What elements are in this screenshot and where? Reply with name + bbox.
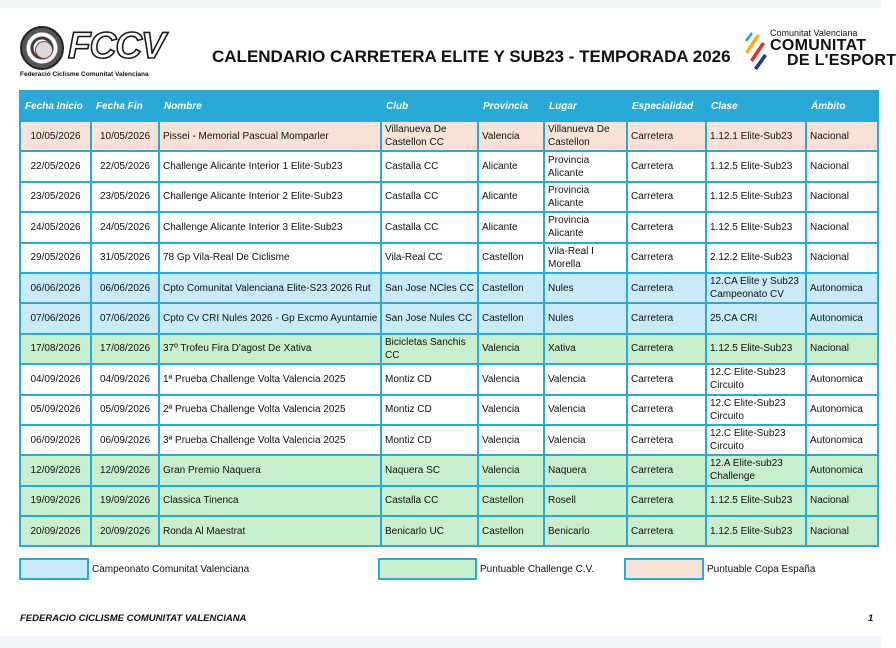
table-cell: Challenge Alicante Interior 1 Elite-Sub23 xyxy=(159,151,381,181)
table-row xyxy=(20,121,878,151)
table-cell: 05/09/2026 xyxy=(20,395,91,425)
table-row xyxy=(20,425,878,455)
table-cell: Castellon xyxy=(478,516,544,546)
table-cell: Carretera xyxy=(627,516,706,546)
table-cell: 31/05/2026 xyxy=(91,243,159,273)
table-cell: Castellon xyxy=(478,273,544,303)
top-band xyxy=(0,0,881,8)
table-cell: 22/05/2026 xyxy=(91,151,159,181)
table-cell: Cpto Cv CRI Nules 2026 - Gp Excmo Ayuntamie xyxy=(159,303,381,333)
table-body xyxy=(20,121,878,546)
legend-swatch xyxy=(624,558,704,580)
table-cell: Valencia xyxy=(478,425,544,455)
table-cell: Carretera xyxy=(627,121,706,151)
footer-federation: FEDERACIO CICLISME COMUNITAT VALENCIANA xyxy=(20,613,247,624)
fccv-badge-icon xyxy=(20,26,64,70)
table-cell: Valencia xyxy=(478,395,544,425)
legend-challenge xyxy=(378,558,628,580)
table-cell: 12.CA Elite y Sub23 Campeonato CV xyxy=(706,273,806,303)
table-cell: 12/09/2026 xyxy=(91,455,159,485)
logo-line1: COMUNITAT xyxy=(770,37,867,54)
table-row xyxy=(20,273,878,303)
legend-copa xyxy=(624,558,874,580)
table-row xyxy=(20,243,878,273)
table-cell: Autonomica xyxy=(806,395,878,425)
table-cell: 20/09/2026 xyxy=(91,516,159,546)
table-cell: 10/05/2026 xyxy=(20,121,91,151)
table-cell: Autonomica xyxy=(806,425,878,455)
table-cell: Montiz CD xyxy=(381,364,478,394)
table-row xyxy=(20,486,878,516)
table-cell: Castalla CC xyxy=(381,212,478,242)
table-row xyxy=(20,516,878,546)
table-cell: Valencia xyxy=(478,364,544,394)
table-cell: Cpto Comunitat Valenciana Elite-S23 2026 Rut xyxy=(159,273,381,303)
table-cell: Villanueva De Castellon xyxy=(544,121,627,151)
table-cell: 04/09/2026 xyxy=(20,364,91,394)
table-cell: 1.12.5 Elite-Sub23 xyxy=(706,151,806,181)
table-cell: Valencia xyxy=(478,334,544,364)
table-cell: Villanueva De Castellon CC xyxy=(381,121,478,151)
table-cell: 06/06/2026 xyxy=(91,273,159,303)
table-row xyxy=(20,212,878,242)
table-cell: Carretera xyxy=(627,334,706,364)
table-cell: Provincia Alicante xyxy=(544,182,627,212)
table-cell: 20/09/2026 xyxy=(20,516,91,546)
table-cell: Valencia xyxy=(478,455,544,485)
table-cell: 07/06/2026 xyxy=(20,303,91,333)
table-cell: Castellon xyxy=(478,303,544,333)
table-cell: 12.A Elite-sub23 Challenge xyxy=(706,455,806,485)
table-cell: Challenge Alicante Interior 3 Elite-Sub23 xyxy=(159,212,381,242)
table-cell: 07/06/2026 xyxy=(91,303,159,333)
table-cell: 06/09/2026 xyxy=(91,425,159,455)
table-cell: 29/05/2026 xyxy=(20,243,91,273)
table-cell: Nacional xyxy=(806,212,878,242)
table-cell: Bicicletas Sanchis CC xyxy=(381,334,478,364)
table-cell: Carretera xyxy=(627,273,706,303)
table-cell: 1.12.5 Elite-Sub23 xyxy=(706,516,806,546)
table-cell: Carretera xyxy=(627,243,706,273)
table-cell: Nacional xyxy=(806,182,878,212)
legend-swatch xyxy=(19,558,89,580)
table-cell: Nules xyxy=(544,273,627,303)
table-cell: 05/09/2026 xyxy=(91,395,159,425)
table-cell: 23/05/2026 xyxy=(20,182,91,212)
legend-label: Puntuable Copa España xyxy=(707,564,816,575)
table-cell: Provincia Alicante xyxy=(544,151,627,181)
table-cell: 37º Trofeu Fira D'agost De Xativa xyxy=(159,334,381,364)
table-cell: Naquera SC xyxy=(381,455,478,485)
table-cell: 19/09/2026 xyxy=(91,486,159,516)
table-cell: Nacional xyxy=(806,486,878,516)
table-cell: 04/09/2026 xyxy=(91,364,159,394)
table-row xyxy=(20,151,878,181)
table-cell: Carretera xyxy=(627,182,706,212)
table-cell: Ronda Al Maestrat xyxy=(159,516,381,546)
legend-campeonato xyxy=(19,558,319,580)
table-row xyxy=(20,395,878,425)
table-cell: Castalla CC xyxy=(381,486,478,516)
table-cell: Autonomica xyxy=(806,364,878,394)
table-cell: Carretera xyxy=(627,486,706,516)
table-cell: Naquera xyxy=(544,455,627,485)
table-cell: Valencia xyxy=(544,425,627,455)
table-cell: Alicante xyxy=(478,212,544,242)
table-cell: Carretera xyxy=(627,364,706,394)
fccv-logo xyxy=(20,26,170,78)
table-cell: Carretera xyxy=(627,303,706,333)
table-cell: 22/05/2026 xyxy=(20,151,91,181)
table-cell: Carretera xyxy=(627,212,706,242)
page-number: 1 xyxy=(868,613,874,624)
table-cell: Valencia xyxy=(544,395,627,425)
comunitat-esport-logo xyxy=(742,28,896,72)
table-cell: Castellon xyxy=(478,486,544,516)
table-cell: Autonomica xyxy=(806,273,878,303)
bottom-band xyxy=(0,636,881,648)
table-cell: 25.CA CRI xyxy=(706,303,806,333)
fccv-brand: FCCV xyxy=(68,25,165,66)
table-cell: 1.12.5 Elite-Sub23 xyxy=(706,334,806,364)
table-cell: Provincia Alicante xyxy=(544,212,627,242)
table-cell: Nacional xyxy=(806,151,878,181)
table-cell: Alicante xyxy=(478,151,544,181)
table-cell: Castellon xyxy=(478,243,544,273)
table-cell: Xativa xyxy=(544,334,627,364)
table-row xyxy=(20,364,878,394)
legend-label: Campeonato Comunitat Valenciana xyxy=(92,564,250,575)
column-header: Club xyxy=(381,91,478,121)
table-cell: Rosell xyxy=(544,486,627,516)
table-cell: 06/06/2026 xyxy=(20,273,91,303)
table-cell: 1.12.1 Elite-Sub23 xyxy=(706,121,806,151)
table-cell: Carretera xyxy=(627,395,706,425)
table-cell: 12.C Elite-Sub23 Circuito xyxy=(706,395,806,425)
table-cell: Challenge Alicante Interior 2 Elite-Sub23 xyxy=(159,182,381,212)
table-cell: Benicarlo UC xyxy=(381,516,478,546)
table-cell: Carretera xyxy=(627,455,706,485)
table-cell: Vila-Real CC xyxy=(381,243,478,273)
column-header: Provincia xyxy=(478,91,544,121)
table-cell: Montiz CD xyxy=(381,395,478,425)
table-cell: 06/09/2026 xyxy=(20,425,91,455)
table-cell: 19/09/2026 xyxy=(20,486,91,516)
table-cell: Nacional xyxy=(806,516,878,546)
table-cell: 1.12.5 Elite-Sub23 xyxy=(706,486,806,516)
table-cell: Classica Tinenca xyxy=(159,486,381,516)
table-header-row xyxy=(20,91,878,121)
table-cell: San Jose Nules CC xyxy=(381,303,478,333)
table-cell: Pissei - Memorial Pascual Momparler xyxy=(159,121,381,151)
table-cell: San Jose NCles CC xyxy=(381,273,478,303)
table-cell: 12.C Elite-Sub23 Circuito xyxy=(706,425,806,455)
table-cell: 1ª Prueba Challenge Volta Valencia 2025 xyxy=(159,364,381,394)
column-header: Ámbito xyxy=(806,91,878,121)
table-cell: 1.12.5 Elite-Sub23 xyxy=(706,212,806,242)
table-cell: 24/05/2026 xyxy=(20,212,91,242)
table-row xyxy=(20,182,878,212)
column-header: Fecha Fin xyxy=(91,91,159,121)
table-cell: 78 Gp Vila-Real De Ciclisme xyxy=(159,243,381,273)
column-header: Nombre xyxy=(159,91,381,121)
column-header: Fecha Inicio xyxy=(20,91,91,121)
column-header: Lugar xyxy=(544,91,627,121)
table-row xyxy=(20,334,878,364)
table-cell: Castalla CC xyxy=(381,151,478,181)
page-title: CALENDARIO CARRETERA ELITE Y SUB23 - TEMPORADA 2026 xyxy=(212,47,731,66)
legend-label: Puntuable Challenge C.V. xyxy=(480,564,595,575)
table-cell: Vila-Real I Morella xyxy=(544,243,627,273)
table-cell: Nules xyxy=(544,303,627,333)
table-cell: Benicarlo xyxy=(544,516,627,546)
table-cell: Gran Premio Naquera xyxy=(159,455,381,485)
table-cell: Autonomica xyxy=(806,303,878,333)
table-row xyxy=(20,455,878,485)
logo-line2: DE L'ESPORT xyxy=(787,52,896,69)
column-header: Clase xyxy=(706,91,806,121)
fccv-subtitle: Federació Ciclisme Comunitat Valenciana xyxy=(20,71,149,78)
calendar-table xyxy=(19,90,879,547)
table-cell: Montiz CD xyxy=(381,425,478,455)
table-cell: 3ª Prueba Challenge Volta Valencia 2025 xyxy=(159,425,381,455)
table-cell: 10/05/2026 xyxy=(91,121,159,151)
table-cell: Valencia xyxy=(478,121,544,151)
table-cell: Carretera xyxy=(627,151,706,181)
legend-swatch xyxy=(378,558,477,580)
table-cell: 12.C Elite-Sub23 Circuito xyxy=(706,364,806,394)
table-cell: 17/08/2026 xyxy=(20,334,91,364)
logo-small-text: Comunitat Valenciana xyxy=(770,28,858,38)
table-cell: 23/05/2026 xyxy=(91,182,159,212)
table-row xyxy=(20,303,878,333)
table-cell: 2.12.2 Elite-Sub23 xyxy=(706,243,806,273)
table-cell: 1.12.5 Elite-Sub23 xyxy=(706,182,806,212)
table-cell: 24/05/2026 xyxy=(91,212,159,242)
table-cell: Nacional xyxy=(806,334,878,364)
table-cell: Autonomica xyxy=(806,455,878,485)
table-cell: 17/08/2026 xyxy=(91,334,159,364)
table-cell: 12/09/2026 xyxy=(20,455,91,485)
table-cell: Alicante xyxy=(478,182,544,212)
table-cell: Nacional xyxy=(806,243,878,273)
table-cell: 2ª Prueba Challenge Volta Valencia 2025 xyxy=(159,395,381,425)
table-cell: Carretera xyxy=(627,425,706,455)
stripes-icon xyxy=(742,28,768,72)
table-cell: Valencia xyxy=(544,364,627,394)
column-header: Especialidad xyxy=(627,91,706,121)
table-cell: Nacional xyxy=(806,121,878,151)
table-cell: Castalla CC xyxy=(381,182,478,212)
